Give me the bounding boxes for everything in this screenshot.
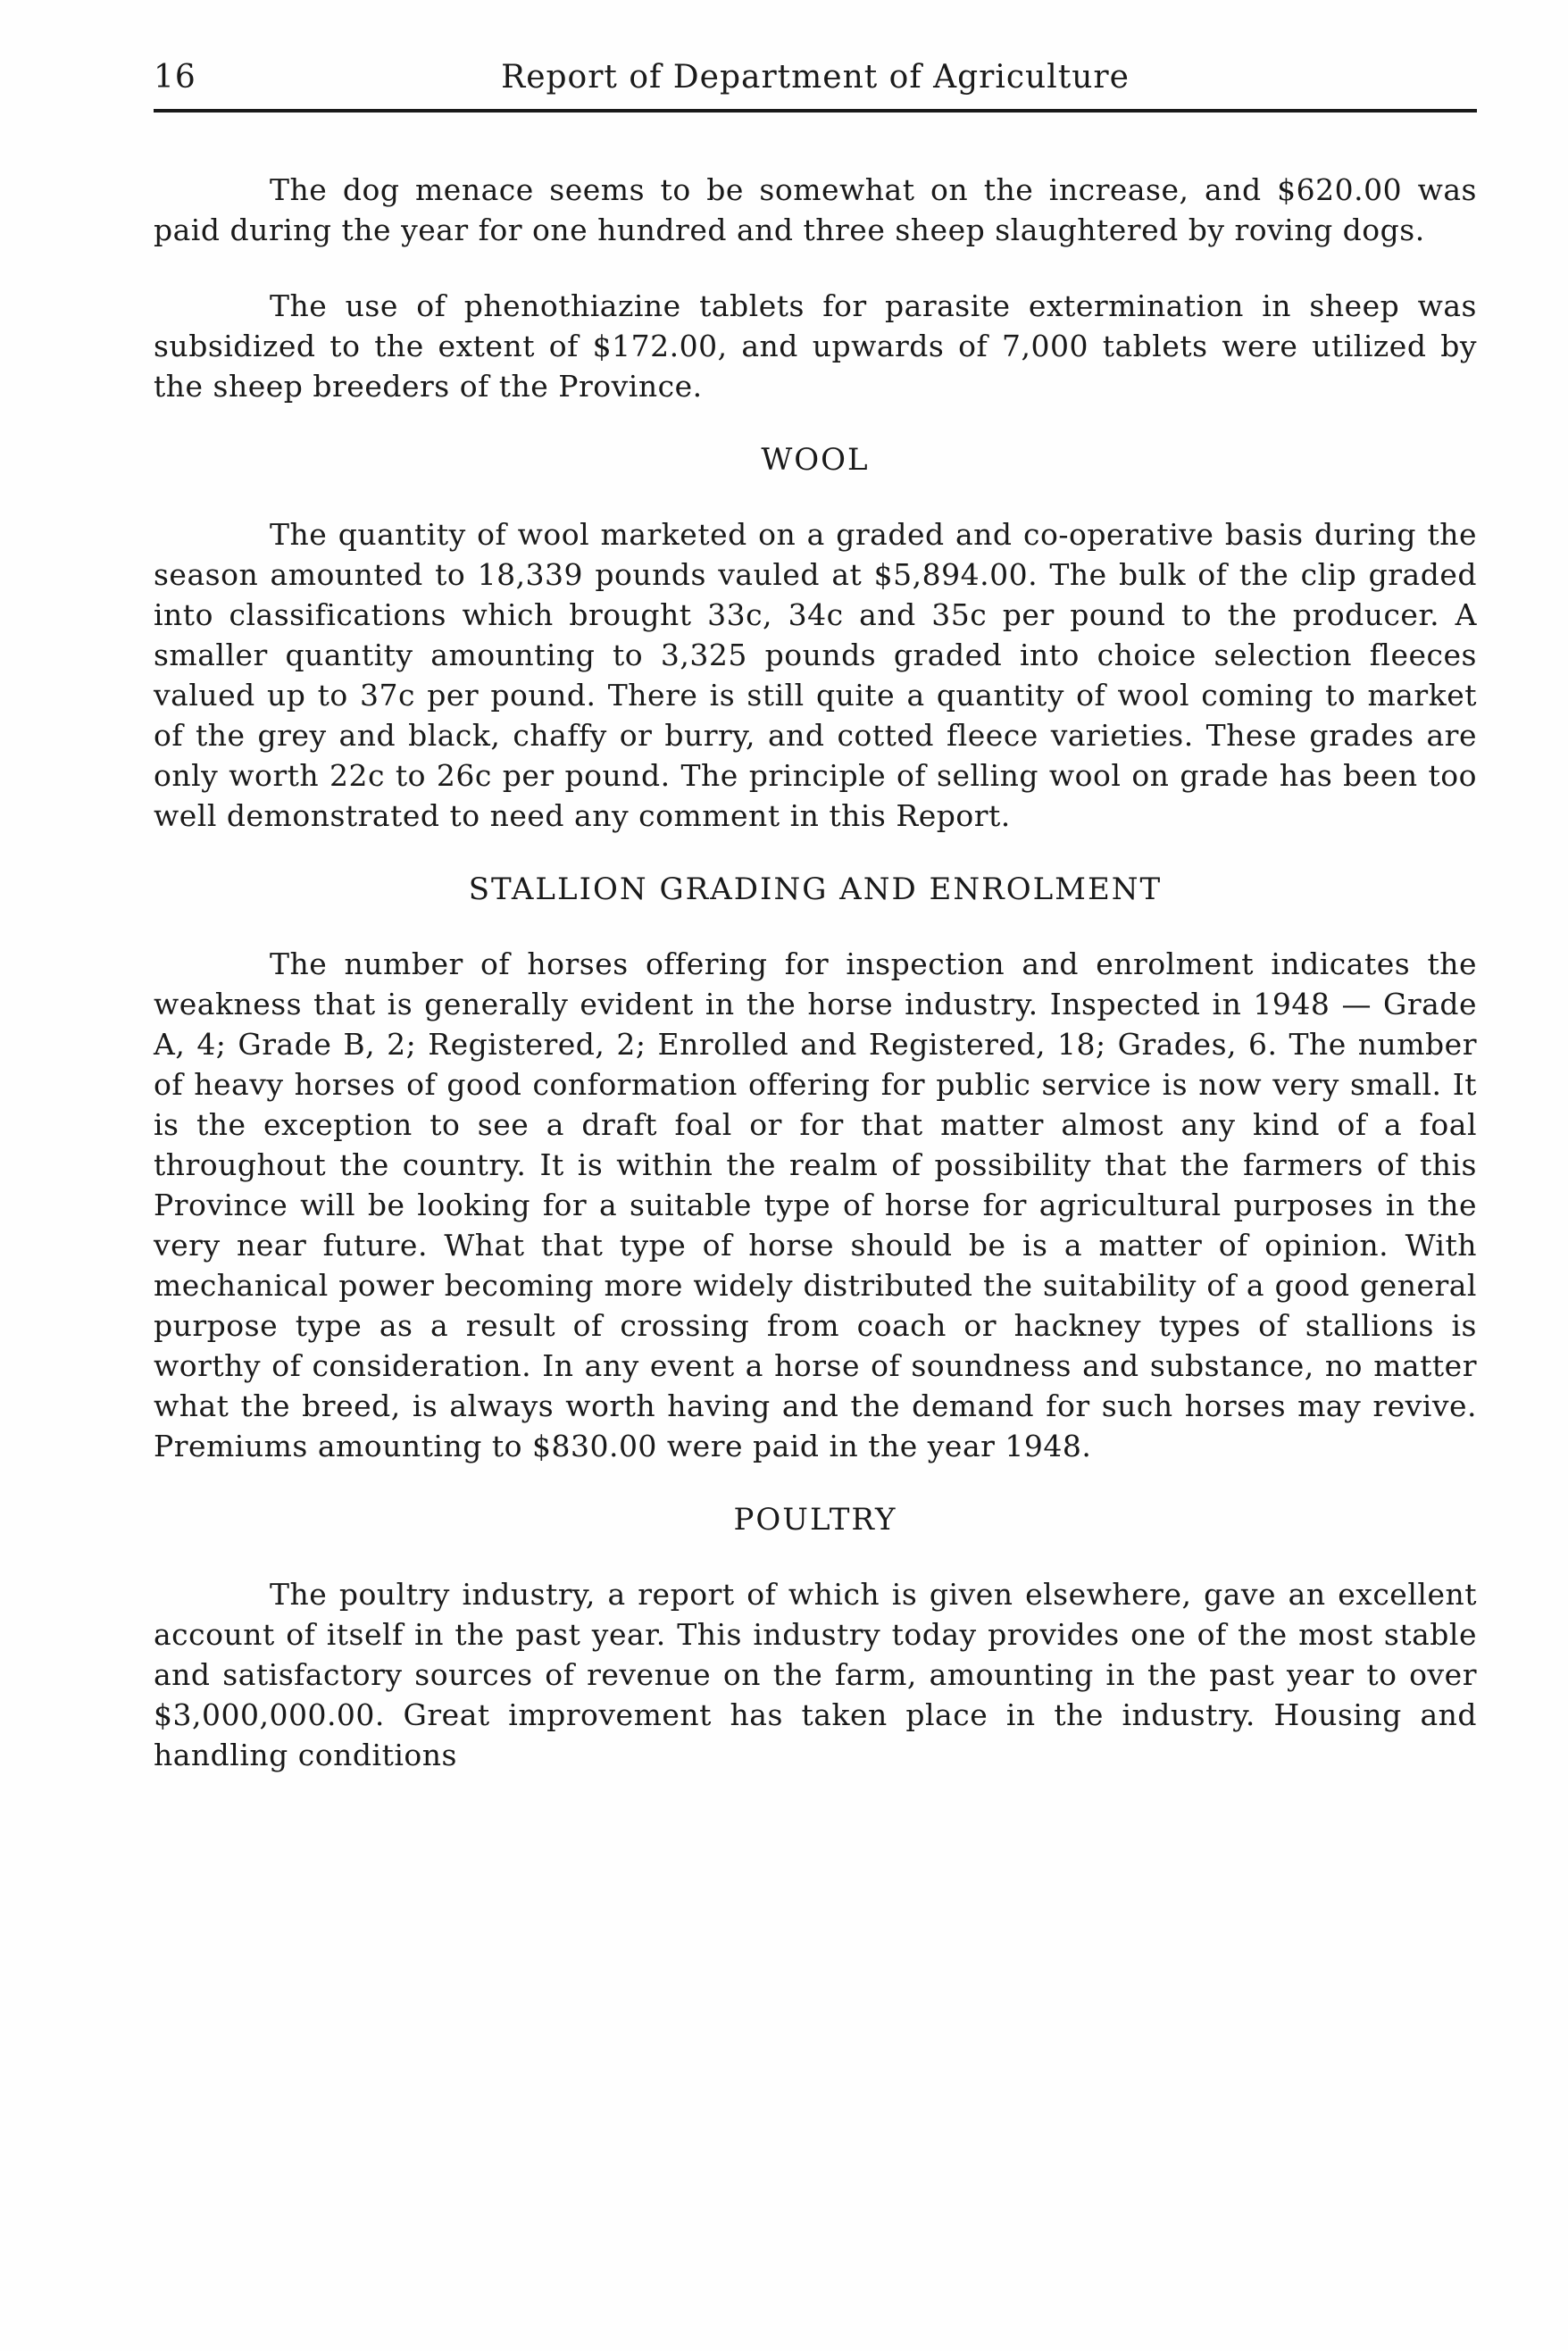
section-heading-wool: WOOL [761, 442, 870, 478]
body-text [154, 170, 1477, 1775]
paragraph-wool: The quantity of wool marketed on a graded and co-operative basis during the season amounted to 18,339 pounds vauled at $5,894.00. The bulk of the clip graded into classifications which brought 33c, 34c and 35c per pound to the producer. A smaller quantity amounting to 3,325 pounds graded into choice selection fleeces valued up to 37c per pound. There is still quite a quantity of wool coming to market of the grey and black, chaffy or burry, and cotted fleece varieties. These grades are only worth 22c to 26c per pound. The principle of selling wool on grade has been too well demonstrated to need any comment in this Report. [154, 517, 1477, 833]
paragraph-stallion: The number of horses offering for inspection and enrolment indicates the weakness that is generally evident in the horse industry. Inspected in 1948 — Grade A, 4; Grade B, 2; Registered, 2; Enrolled and Registered, 18; Grades, 6. The number of heavy horses of good conformation offering for public service is now very small. It is the exception to see a draft foal or for that matter almost any kind of a foal throughout the country. It is within the realm of possibility that the farmers of this Province will be looking for a suitable type of horse for agricultural purposes in the very near future. What that type of horse should be is a matter of opinion. With mechanical power becoming more widely distributed the suitability of a good general purpose type as a result of crossing from coach or hackney types of stallions is worthy of consideration. In any event a horse of soundness and substance, no matter what the breed, is always worth having and the demand for such horses may revive. Premiums amounting to $830.00 were paid in the year 1948. [154, 946, 1477, 1463]
section-heading-stallion: STALLION GRADING AND ENROLMENT [468, 871, 1163, 907]
section-heading-wool-wrap [154, 440, 1477, 480]
header-rule [154, 109, 1477, 113]
section-heading-poultry: POULTRY [733, 1502, 897, 1538]
paragraph-poultry: The poultry industry, a report of which is given elsewhere, gave an excellent account of itself in the past year. This industry today provides one of the most stable and satisfactory sources of revenue on the farm, amounting in the past year to over $3,000,000.00. Great improvement has taken place in the industry. Housing and handling conditions [154, 1577, 1477, 1772]
page-number: 16 [154, 59, 196, 96]
section-heading-poultry-wrap [154, 1500, 1477, 1540]
paragraph-dog-menace: The dog menace seems to be somewhat on the increase, and $620.00 was paid during the year for one hundred and three sheep slaughtered by roving dogs. [154, 172, 1477, 247]
paragraph-phenothiazine: The use of phenothiazine tablets for parasite extermination in sheep was subsidized to the extent of $172.00, and upwards of 7,000 tablets were utilized by the sheep breeders of the Province. [154, 288, 1477, 404]
running-head [154, 52, 1477, 105]
section-heading-stallion-wrap [154, 870, 1477, 910]
running-title: Report of Department of Agriculture [501, 59, 1130, 96]
paragraph-gap [154, 250, 1477, 286]
